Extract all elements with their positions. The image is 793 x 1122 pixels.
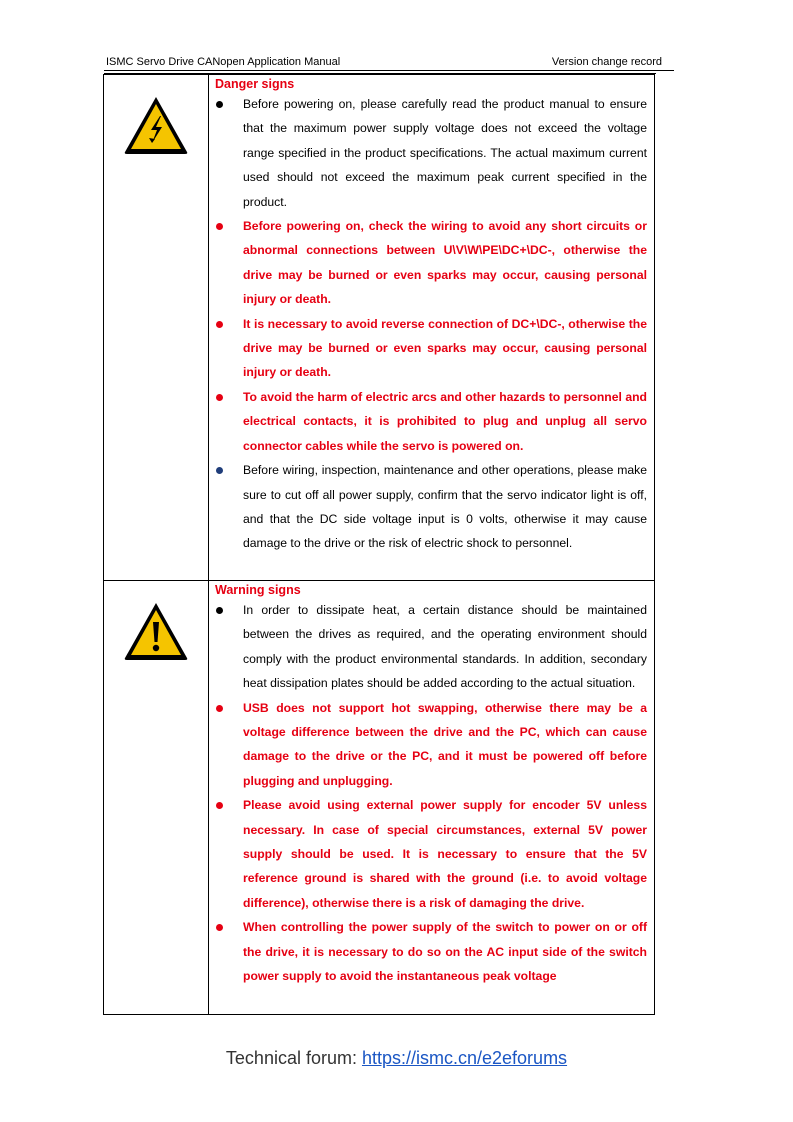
bullet-icon (216, 467, 223, 474)
danger-list (215, 92, 647, 556)
footer-label: Technical forum: (225, 1048, 362, 1068)
header-title: ISMC Servo Drive CANopen Application Manual (106, 56, 341, 68)
list-item (215, 915, 647, 988)
list-item (215, 793, 647, 915)
list-item (215, 92, 647, 214)
safety-signs-table (103, 74, 655, 1015)
bullet-icon (216, 394, 223, 401)
warning-text-cell (209, 581, 655, 1015)
item-text: Before powering on, please carefully read the product manual to ensure that the maximum power supply voltage does not exceed the voltage range specified in the product specifications. The actual maximum current used should not exceed the maximum peak current specified in the product. (243, 97, 647, 209)
bullet-icon (216, 705, 223, 712)
warning-list (215, 598, 647, 989)
list-item (215, 214, 647, 312)
danger-text-cell (209, 75, 655, 581)
bullet-icon (216, 223, 223, 230)
warning-title: Warning signs (215, 583, 301, 597)
danger-row (104, 75, 655, 581)
warning-icon-cell (104, 581, 209, 1015)
bullet-icon (216, 802, 223, 809)
forum-link[interactable]: https://ismc.cn/e2eforums (361, 1048, 568, 1068)
item-text: In order to dissipate heat, a certain distance should be maintained between the drives as required, and the operating environment should comply with the product environmental standards. In addition, secondary heat dissipation plates should be added according to the actual situation. (243, 603, 647, 691)
list-item (215, 458, 647, 556)
item-text: It is necessary to avoid reverse connection of DC+\DC-, otherwise the drive may be burned or even sparks may occur, causing personal injury or death. (243, 316, 647, 380)
list-item (215, 312, 647, 385)
warning-row (104, 581, 655, 1015)
danger-title: Danger signs (215, 77, 295, 91)
list-item (215, 696, 647, 794)
header-section: Version change record (551, 56, 662, 68)
danger-icon-cell (104, 75, 209, 581)
list-item (215, 598, 647, 696)
item-text: Before wiring, inspection, maintenance and other operations, please make sure to cut off all power supply, confirm that the servo indicator light is off, and that the DC side voltage input is 0 volts, otherwise it may cause damage to the drive or the risk of electric shock to personnel. (243, 463, 647, 551)
item-text: Before powering on, check the wiring to avoid any short circuits or abnormal connections between U\V\W\PE\DC+\DC-, otherwise the drive may be burned or even sparks may occur, causing personal injury or death. (243, 219, 647, 307)
header-rule (104, 70, 674, 71)
bullet-icon (216, 607, 223, 614)
exclamation-warning-icon (122, 600, 190, 662)
item-text: To avoid the harm of electric arcs and other hazards to personnel and electrical contacts, it is prohibited to plug and unplug all servo connector cables while the servo is powered on. (243, 389, 647, 453)
page-footer (0, 1048, 793, 1069)
list-item (215, 385, 647, 458)
bullet-icon (216, 924, 223, 931)
bullet-icon (216, 321, 223, 328)
item-text: USB does not support hot swapping, otherwise there may be a voltage difference between the drive and the PC, which can cause damage to the drive or the PC, and it must be powered off before plugging and unplugging. (243, 700, 647, 788)
bullet-icon (216, 101, 223, 108)
item-text: Please avoid using external power supply for encoder 5V unless necessary. In case of special circumstances, external 5V power supply should be used. It is necessary to ensure that the 5V reference ground is shared with the ground (i.e. to avoid voltage difference), otherwise there is a risk of damaging the drive. (243, 798, 647, 910)
item-text: When controlling the power supply of the switch to power on or off the drive, it is necessary to do so on the AC input side of the switch power supply to avoid the instantaneous peak voltage (243, 920, 647, 984)
electric-hazard-icon (122, 94, 190, 156)
